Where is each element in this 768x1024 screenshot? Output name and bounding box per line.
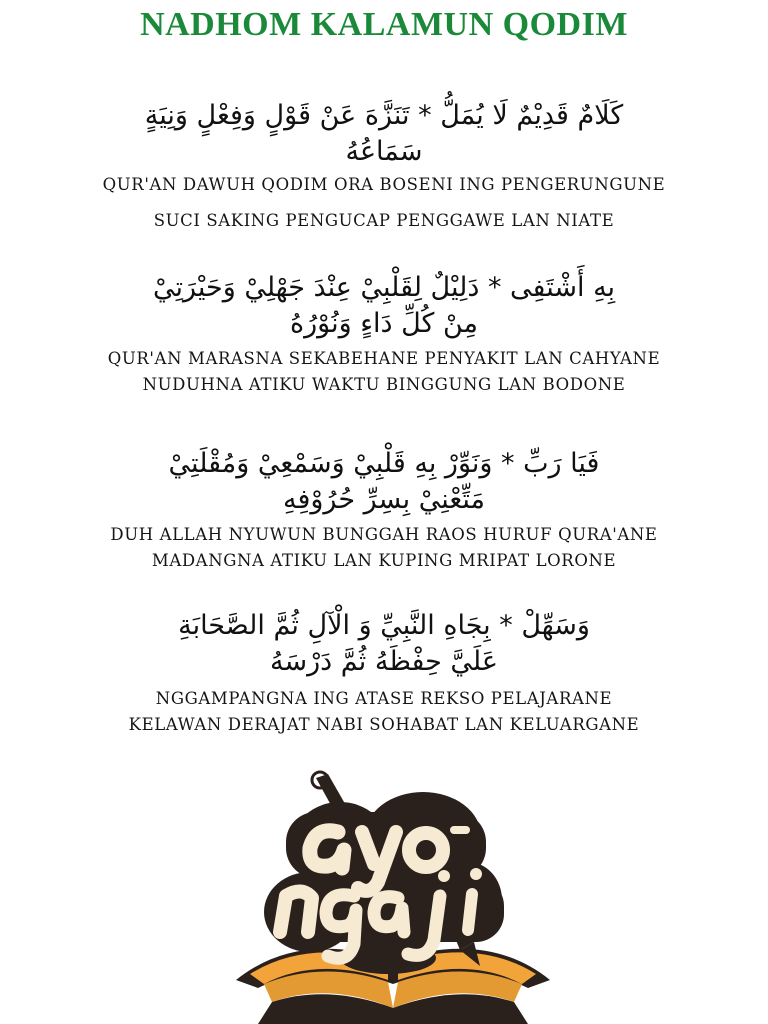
page-title: NADHOM KALAMUN QODIM: [140, 6, 628, 43]
ayo-ngaji-logo: [228, 770, 558, 1024]
javanese-line: SUCI SAKING PENGUCAP PENGGAWE LAN NIATE: [153, 211, 615, 230]
verse-3: [0, 444, 768, 574]
verse-4: [0, 606, 768, 738]
javanese-line: NUDUHNA ATIKU WAKTU BINGGUNG LAN BODONE: [142, 375, 626, 394]
arabic-line: سَمَاعُهُ: [345, 136, 423, 167]
arabic-line: مَتِّعْنِيْ بِسِرِّ حُرُوْفِهِ: [283, 484, 485, 515]
javanese-line: QUR'AN MARASNA SEKABEHANE PENYAKIT LAN CAHYANE: [107, 349, 661, 368]
arabic-line: فَيَا رَبِّ * وَنَوِّرْ بِهِ قَلْبِيْ وَسَمْعِيْ وَمُقْلَتِيْ: [168, 448, 600, 479]
verse-1: [0, 96, 768, 234]
arabic-line: وَسَهِّلْ * بِجَاهِ النَّبِيِّ وَ الْآلِ ثُمَّ الصَّحَابَةِ: [178, 610, 590, 641]
javanese-line: MADANGNA ATIKU LAN KUPING MRIPAT LORONE: [151, 551, 617, 570]
javanese-line: QUR'AN DAWUH QODIM ORA BOSENI ING PENGERUNGUNE: [102, 175, 666, 194]
javanese-line: NGGAMPANGNA ING ATASE REKSO PELAJARANE: [155, 689, 613, 708]
javanese-line: KELAWAN DERAJAT NABI SOHABAT LAN KELUARGANE: [128, 715, 640, 734]
javanese-line: DUH ALLAH NYUWUN BUNGGAH RAOS HURUF QURA'ANE: [110, 525, 658, 544]
arabic-line: كَلَامٌ قَدِيْمٌ لَا يُمَلُّ * تَنَزَّهَ عَنْ قَوْلٍ وَفِعْلٍ وَنِيَةٍ: [144, 100, 624, 131]
arabic-line: بِهِ أَشْتَفِى * دَلِيْلٌ لِقَلْبِيْ عِنْدَ جَهْلِيْ وَحَيْرَتِيْ: [152, 272, 616, 303]
arabic-line: عَلَيَّ حِفْظَهُ ثُمَّ دَرْسَهُ: [270, 646, 498, 677]
verse-2: [0, 268, 768, 398]
arabic-line: مِنْ كُلِّ دَاءٍ وَنُوْرُهُ: [290, 308, 478, 339]
